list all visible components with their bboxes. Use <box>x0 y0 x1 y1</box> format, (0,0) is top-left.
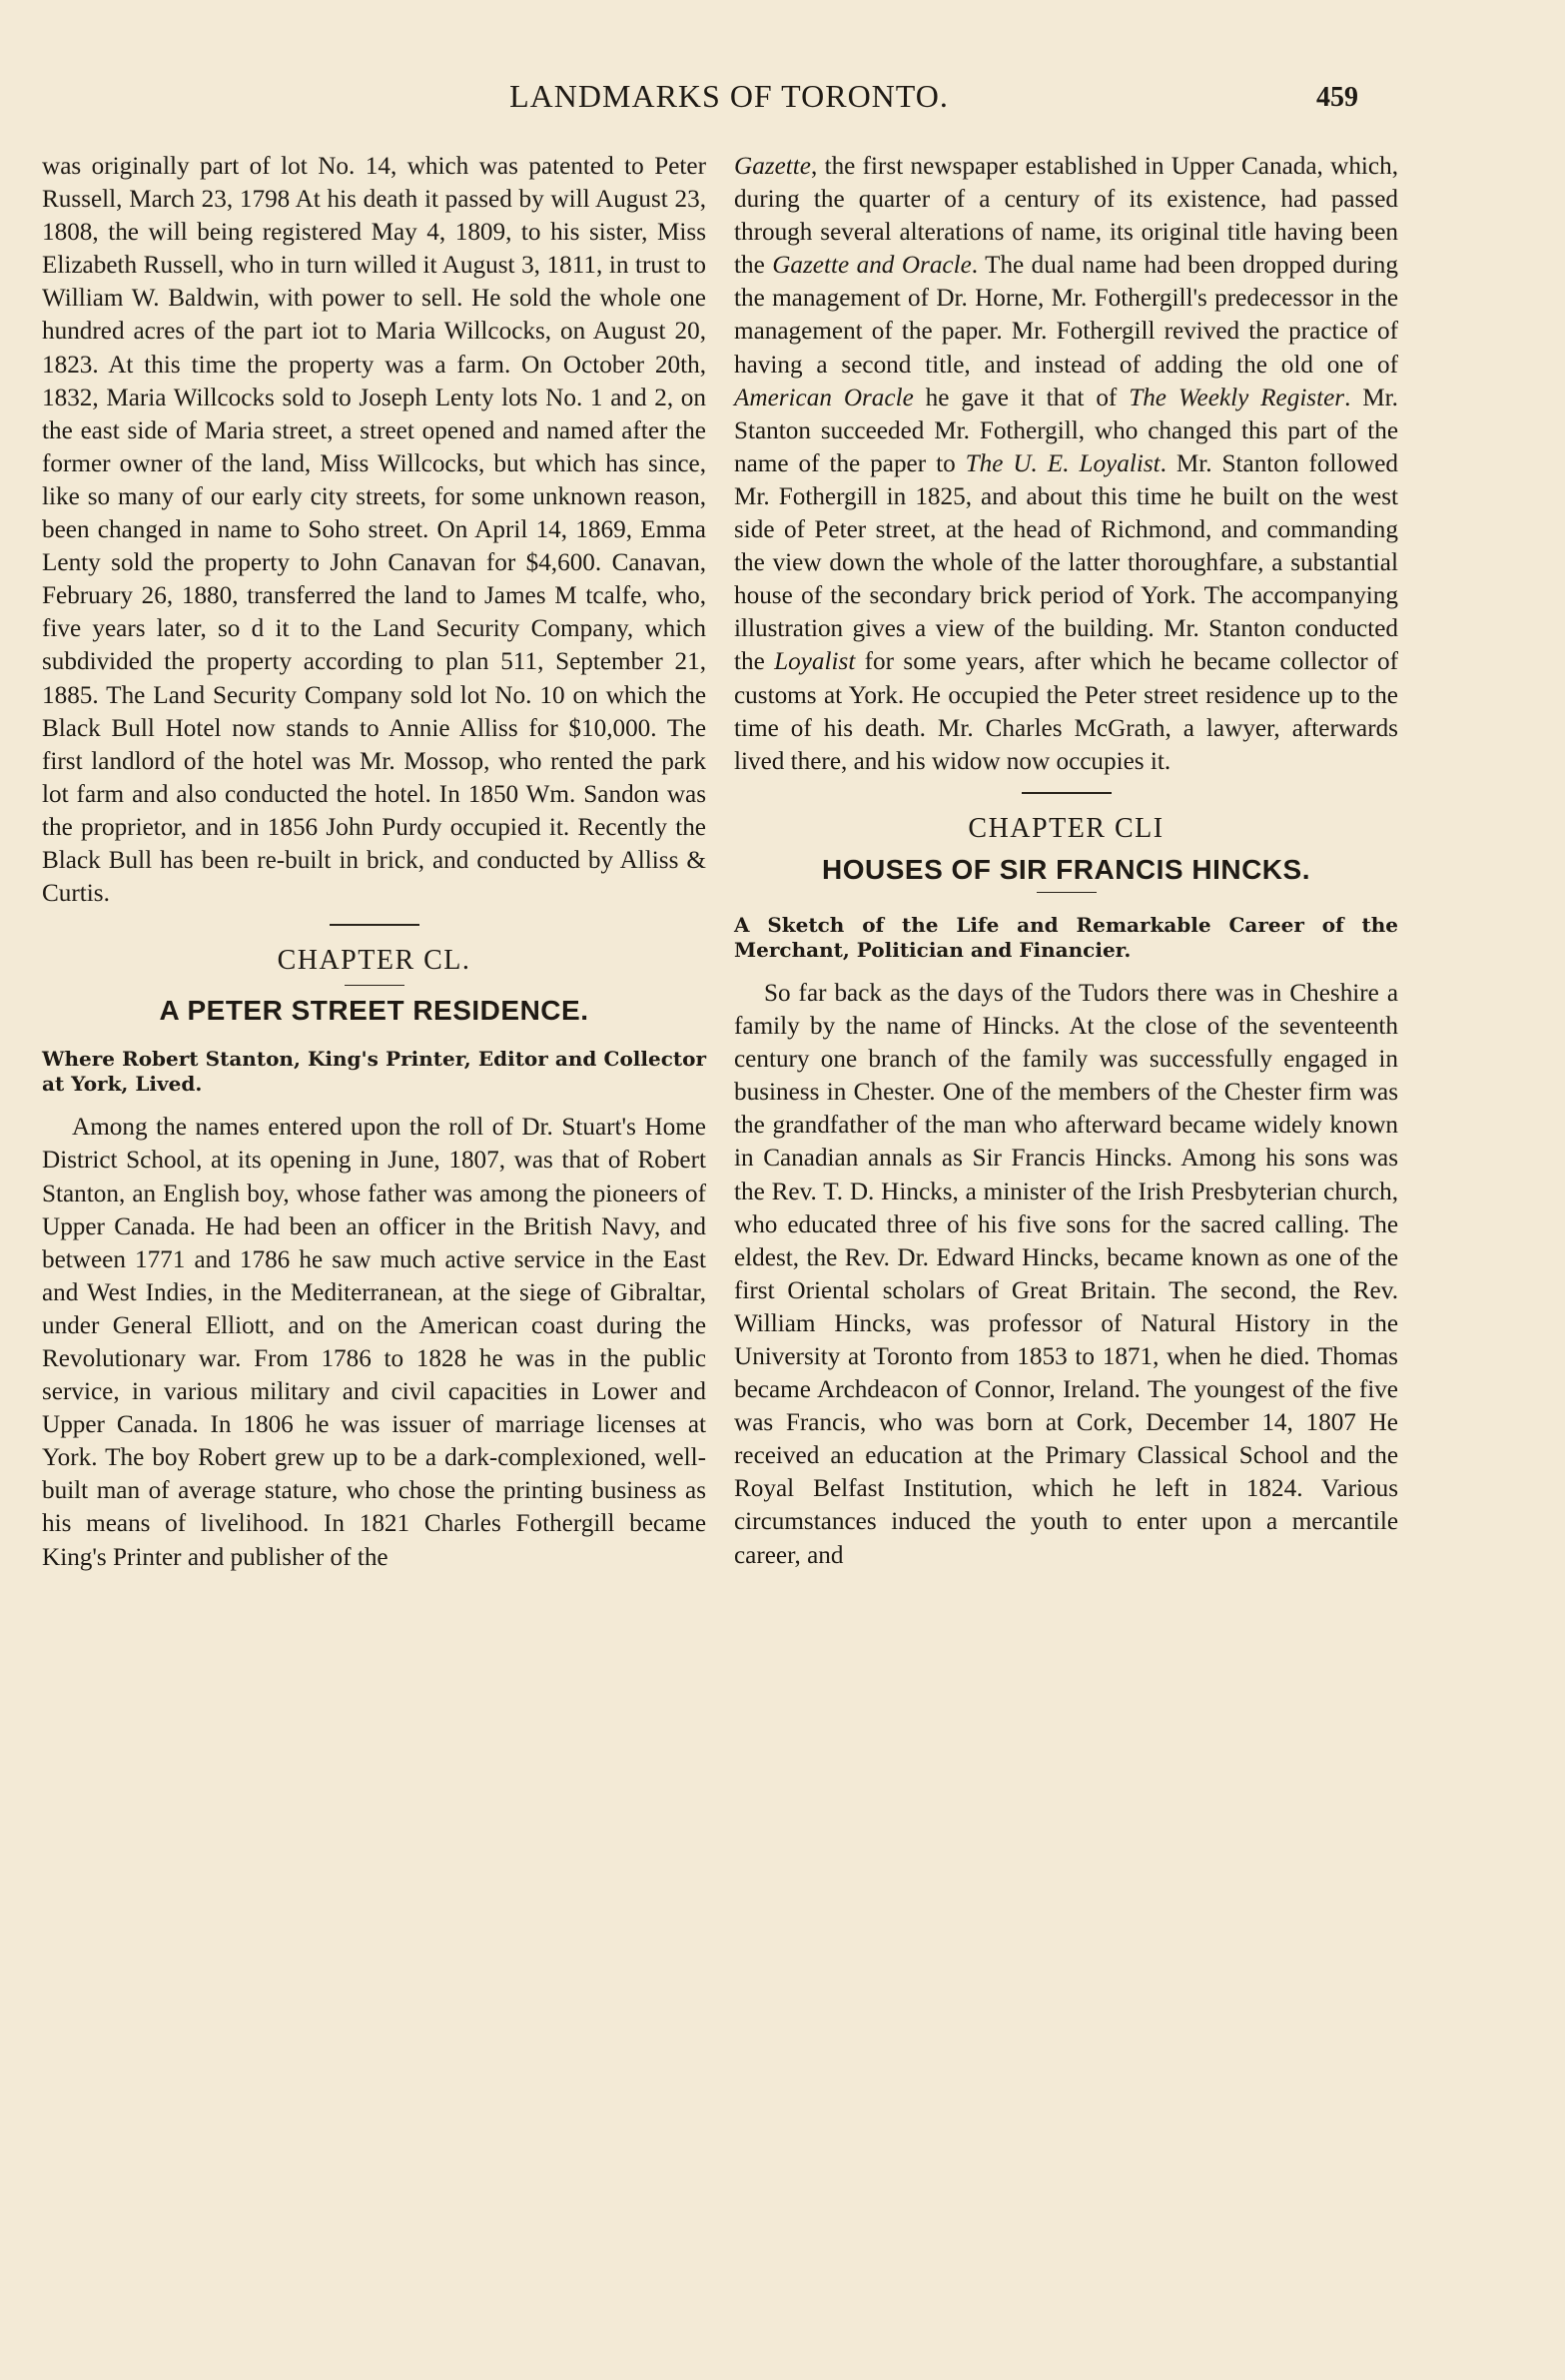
divider-rule <box>1022 792 1112 794</box>
text-run: . Mr. Stanton followed Mr. Fothergill in 1825, and about this time he built on the west side of Peter street, at the head of Richmond, and commanding the view down the whole of the latter thoroughfare, a substantial house of the secondary brick period of York. The accompanying illustration gives a view of the building. Mr. Stanton conducted the <box>734 449 1398 676</box>
divider-rule <box>1037 892 1097 893</box>
left-column <box>42 150 706 1574</box>
right-paragraph-1 <box>734 150 1398 778</box>
left-paragraph-2: Among the names entered upon the roll of Dr. Stuart's Home District School, at its opening in June, 1807, was that of Robert Stanton, an English boy, whose father was among the pioneers of Upper Canada. He had been an officer in the British Navy, and between 1771 and 1786 he saw much active service in the East and West Indies, in the Mediterranean, at the siege of Gibraltar, under General Elliott, and on the American coast during the Revolutionary war. From 1786 to 1828 he was in the public service, in various military and civil capacities in Lower and Upper Canada. In 1806 he was issuer of marriage licenses at York. The boy Robert grew up to be a dark-complexioned, well-built man of average stature, who chose the printing business as his means of livelihood. In 1821 Charles Fothergill became King's Printer and publisher of the <box>42 1114 706 1571</box>
left-paragraph-1: was originally part of lot No. 14, which was patented to Peter Russell, March 23, 1798 At his death it passed by will August 23, 1808, the will being registered May 4, 1809, to his sister, Miss Elizabeth Russell, who in turn willed it August 3, 1811, in trust to William W. Baldwin, with power to sell. He sold the whole one hundred acres of the part iot to Maria Willcocks, on August 20, 1823. At this time the property was a farm. On October 20th, 1832, Maria Willcocks sold to Joseph Lenty lots No. 1 and 2, on the east side of Maria street, a street opened and named after the former owner of the land, Miss Willcocks, but which has since, like so many of our early city streets, for some unknown reason, been changed in name to Soho street. On April 14, 1869, Emma Lenty sold the property to John Canavan for $4,600. Canavan, February 26, 1880, transferred the land to James M tcalfe, who, five years later, so d it to the Land Security Company, which subdivided the property according to plan 511, September 21, 1885. The Land Security Company sold lot No. 10 on which the Black Bull Hotel now stands to Annie Alliss for $10,000. The first landlord of the hotel was Mr. Mossop, who rented the park lot farm and also conducted the hotel. In 1850 Wm. Sandon was the proprietor, and in 1856 John Purdy occupied it. Recently the Black Bull has been re-built in brick, and conducted by Alliss & Curtis. <box>42 153 706 908</box>
italic-title-gazette-oracle: Gazette and Oracle <box>772 252 972 280</box>
divider-rule <box>330 924 419 926</box>
right-paragraph-2: So far back as the days of the Tudors there was in Cheshire a family by the name of Hincks. At the close of the seventeenth century one branch of the family was successfully engaged in business in Chester. One of the members of the Chester firm was the grandfather of the man who afterward became widely known in Canadian annals as Sir Francis Hincks. Among his sons was the Rev. T. D. Hincks, a minister of the Irish Presbyterian church, who educated three of his five sons for the sacred calling. The eldest, the Rev. Dr. Edward Hincks, became known as one of the first Oriental scholars of Great Britain. The second, the Rev. William Hincks, was professor of Natural History in the University at Toronto from 1853 to 1871, when he died. Thomas became Archdeacon of Connor, Ireland. The youngest of the five was Francis, who was born at Cork, December 14, 1807 He received an education at the Primary Classical School and the Royal Belfast Institution, which he left in 1824. Various circumstances induced the youth to enter upon a mercantile career, and <box>734 979 1398 1569</box>
italic-title-ue-loyalist: The U. E. Loyalist <box>965 449 1161 477</box>
section-title-hincks: HOUSES OF SIR FRANCIS HINCKS. <box>822 853 1310 885</box>
text-run: . Mr. Stanton succeeded Mr. Fothergill, who changed this part of the name of the paper to <box>734 384 1398 477</box>
page-number: 459 <box>1316 82 1358 113</box>
text-run: he gave it that of <box>913 384 1130 411</box>
divider-rule <box>345 985 404 986</box>
chapter-heading-cli: CHAPTER CLI <box>968 812 1165 844</box>
right-column <box>734 150 1398 1572</box>
running-title: LANDMARKS OF TORONTO. <box>509 78 949 114</box>
subhead-hincks-career: A Sketch of the Life and Remarkable Career of the Merchant, Politician and Financier. <box>734 912 1398 962</box>
subhead-robert-stanton: Where Robert Stanton, King's Printer, Editor and Collector at York, Lived. <box>42 1047 706 1097</box>
text-run: . The dual name had been dropped during the management of Dr. Horne, Mr. Fothergill's predecessor in the management of the paper. Mr. Fothergill revived the practice of having a second title, and instead of adding the old one of <box>734 252 1398 379</box>
chapter-heading-cl: CHAPTER CL. <box>277 945 471 977</box>
italic-title-weekly-register: The Weekly Register <box>1129 384 1345 411</box>
italic-title-american-oracle: American Oracle <box>734 384 914 411</box>
italic-title-loyalist: Loyalist <box>774 648 856 676</box>
italic-title-gazette: Gazette <box>734 153 811 180</box>
section-title-peter-street: A PETER STREET RESIDENCE. <box>159 995 589 1027</box>
text-run: for some years, after which he became collector of customs at York. He occupied the Peter street residence up to the time of his death. Mr. Charles McGrath, a lawyer, afterwards lived there, and his widow now occupies it. <box>734 648 1398 775</box>
text-run: , the first newspaper established in Upper Canada, which, during the quarter of a century of its existence, had passed through several alterations of name, its original title having been the <box>734 153 1398 280</box>
